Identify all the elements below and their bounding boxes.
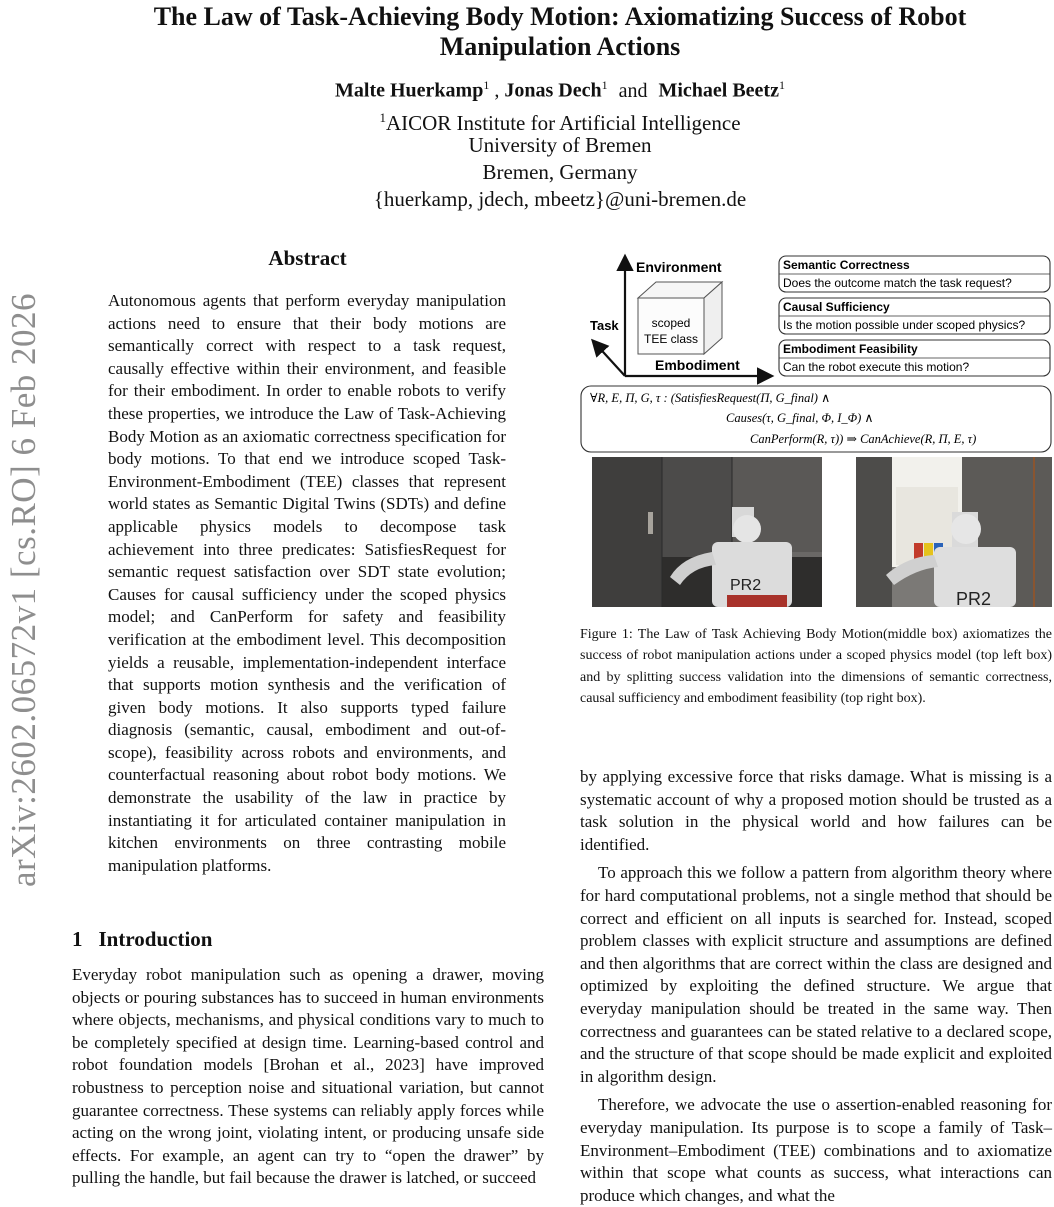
robot-photo-left <box>592 457 822 607</box>
paper-title <box>60 2 1054 62</box>
title-line-1: The Law of Task-Achieving Body Motion: Axiomatizing Success of Robot <box>153 2 967 31</box>
robot-label: PR2 <box>956 589 992 607</box>
intro-right-column <box>580 766 1052 1207</box>
arxiv-stamp: arXiv:2602.06572v1 [cs.RO] 6 Feb 2026 <box>4 293 43 888</box>
box-text: Can the robot execute this motion? <box>783 360 970 374</box>
formula-line-1: ∀R, E, Π, G, τ : (SatisfiesRequest(Π, G_final) ∧ <box>590 391 831 405</box>
figure-diagram <box>580 250 1054 454</box>
box-text: Does the outcome match the task request? <box>783 276 1012 290</box>
robot-label: PR2 <box>730 577 762 594</box>
author-name: Jonas Dech <box>504 79 602 102</box>
robot-photo-right <box>856 457 1052 607</box>
author-list: Malte Huerkamp$^1$ , Jonas Dech$^1$ and Michael Beetz$^1$ <box>335 78 785 102</box>
affiliation-sup: 1 <box>379 110 386 125</box>
box-text: Is the motion possible under scoped physics? <box>783 318 1026 332</box>
figure-caption: Figure 1: The Law of Task Achieving Body Motion(middle box) axiomatizes the success of robot manipulation actions under a scoped physics model (top left box) and by splitting success validation into the dimensions of semantic correctness, causal sufficiency and embodiment feasibility (top right box). <box>580 627 1052 706</box>
paragraph: To approach this we follow a pattern from algorithm theory where for hard computational problems, not a single method that should be correct and efficient on all inputs is searched for. Instead, scoped problem classes with explicit structure and assumptions are defined and then algorithms that are correct within the class are designed and optimized by exploiting the defined structure. We argue that everyday manipulation should be treated in the same way. Then correctness and guarantees can be stated relative to a declared scope, and the structure of that scope should be made explicit and exploited in algorithm design. <box>580 863 1052 1086</box>
section-title: Introduction <box>98 927 213 951</box>
box-title: Embodiment Feasibility <box>783 342 918 356</box>
author-name: Malte Huerkamp <box>335 79 484 102</box>
author-sup: 1 <box>778 78 785 92</box>
box-title: Causal Sufficiency <box>783 300 890 314</box>
author-sup: 1 <box>483 78 490 92</box>
axis-environment-label: Environment <box>636 259 722 275</box>
location: Bremen, Germany <box>482 160 638 184</box>
intro-left-column: Everyday robot manipulation such as opening a drawer, moving objects or pouring substances has to succeed in human environments where objects, mechanisms, and physical conditions vary to much to be completely specified at design time. Learning-based control and robot foundation models [Brohan et al., 2023] have improved robustness to perception noise and situational variation, but cannot guarantee correctness. These systems can reliably apply forces while acting on the wrong joint, violating intent, or producing unsafe side effects. For example, an agent can try to “open the drawer” by pulling the handle, but fail because the drawer is latched, or succeed <box>72 965 544 1188</box>
affiliation-text: AICOR Institute for Artificial Intelligence <box>385 111 741 135</box>
abstract-heading: Abstract <box>268 246 347 270</box>
section-heading <box>72 927 212 952</box>
paragraph: Therefore, we advocate the use o assertion-enabled reasoning for everyday manipulation. Its purpose is to scope a family of Task–Environment–Embodiment (TEE) combinations and to axiomatize within that scope what counts as success, what interactions can produce which changes, and what the <box>580 1095 1052 1205</box>
cube-label-2: TEE class <box>643 332 699 346</box>
axis-task-arrow <box>594 342 625 376</box>
formula-line-3: CanPerform(R, τ)) ⇒ CanAchieve(R, Π, E, τ) <box>750 432 977 446</box>
university: University of Bremen <box>468 133 652 157</box>
and-word: and <box>618 79 648 102</box>
axis-embodiment-label: Embodiment <box>655 357 740 373</box>
axis-task-label: Task <box>590 318 619 333</box>
box-title: Semantic Correctness <box>783 258 910 272</box>
formula-line-2: Causes(τ, G_final, Φ, I_Φ) ∧ <box>726 411 874 425</box>
paragraph: by applying excessive force that risks damage. What is missing is a systematic account of why a proposed motion should be trusted as a task solution in the physical world and how failures can be identified. <box>580 767 1052 854</box>
section-number: 1 <box>72 927 83 951</box>
abstract-body: Autonomous agents that perform everyday manipulation actions need to ensure that their body motions are semantically correct with respect to a task request, causally effective within their environment, and feasible for their embodiment. In order to enable robots to verify these properties, we introduce the Law of Task-Achieving Body Motion as an axiomatic correctness specification for body motions. To that end we introduce scoped Task-Environment-Embodiment (TEE) classes that represent world states as Semantic Digital Twins (SDTs) and define applicable physics models to decompose task achievement into three predicates: SatisfiesRequest for semantic request satisfaction over SDT state evolution; Causes for causal sufficiency under the scoped physics model; and CanPerform for safety and feasibility verification at the embodiment level. This decomposition yields a reusable, implementation-independent interface that supports motion synthesis and the verification of given body motions. It also supports typed failure diagnosis (semantic, causal, embodiment and out-of-scope), feasibility across robots and environments, and counterfactual reasoning about robot body motions. We demonstrate the usability of the law in practice by instantiating it for articulated container manipulation in kitchen environments on three contrasting mobile manipulation platforms. <box>108 291 506 875</box>
title-line-2: Manipulation Actions <box>439 32 681 61</box>
author-sup: 1 <box>601 78 608 92</box>
author-name: Michael Beetz <box>658 79 779 102</box>
cube-label-1: scoped <box>651 316 691 330</box>
email: {huerkamp, jdech, mbeetz}@uni-bremen.de <box>373 187 747 211</box>
